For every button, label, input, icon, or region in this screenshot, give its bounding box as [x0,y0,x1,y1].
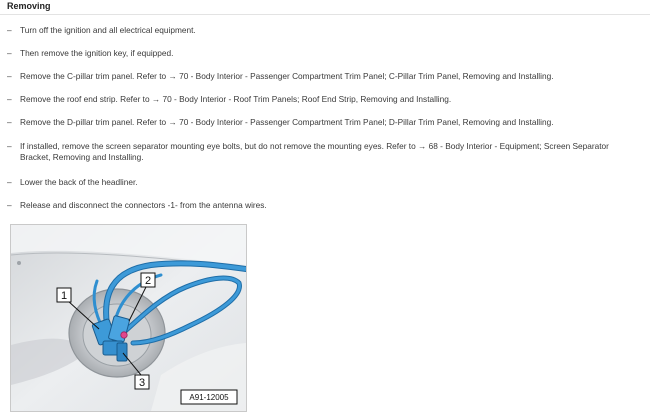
step-text: Turn off the ignition and all electrical equipment. [20,25,196,35]
release-tab-marker [121,332,127,338]
step-text: Then remove the ignition key, if equipped. [20,48,174,58]
step-item [7,48,639,59]
callout-2-label: 2 [144,275,152,287]
callout-3-label: 3 [138,377,146,389]
antenna-connector-illustration [11,225,246,411]
antenna-plug [117,343,127,361]
step-dash: – [7,141,12,151]
section-heading: Removing [7,1,51,11]
step-item [7,177,639,188]
figure-code: A91-12005 [189,393,229,402]
step-dash: – [7,94,12,104]
step-item [7,25,639,36]
step-dash: – [7,48,12,58]
step-dash: – [7,117,12,127]
step-text: Remove the roof end strip. Refer to → 70 - Body Interior - Roof Trim Panels; Roof End Strip, Removing and Installing. [20,94,452,104]
step-dash: – [7,177,12,187]
step-text: Remove the D-pillar trim panel. Refer to → 70 - Body Interior - Passenger Compartment Trim Panel; D-Pillar Trim Panel, Removing and Installing. [20,117,554,127]
step-dash: – [7,200,12,210]
panel-rivet [17,261,21,265]
step-item [7,117,639,128]
step-text: Release and disconnect the connectors -1- from the antenna wires. [20,200,267,210]
step-item [7,200,639,211]
step-dash: – [7,71,12,81]
antenna-connector-figure [10,224,247,412]
step-dash: – [7,25,12,35]
callout-1-label: 1 [60,290,68,302]
step-text: Lower the back of the headliner. [20,177,138,187]
step-text: Remove the C-pillar trim panel. Refer to → 70 - Body Interior - Passenger Compartment Trim Panel; C-Pillar Trim Panel, Removing and Installing. [20,71,554,81]
heading-divider [0,14,650,15]
step-item [7,141,639,163]
step-item [7,94,639,105]
step-text: If installed, remove the screen separator mounting eye bolts, but do not remove the mounting eyes. Refer to → 68 - Body Interior - Equipment; Screen Separator Bracket, Removing and Installing. [20,141,609,162]
step-item [7,71,639,82]
